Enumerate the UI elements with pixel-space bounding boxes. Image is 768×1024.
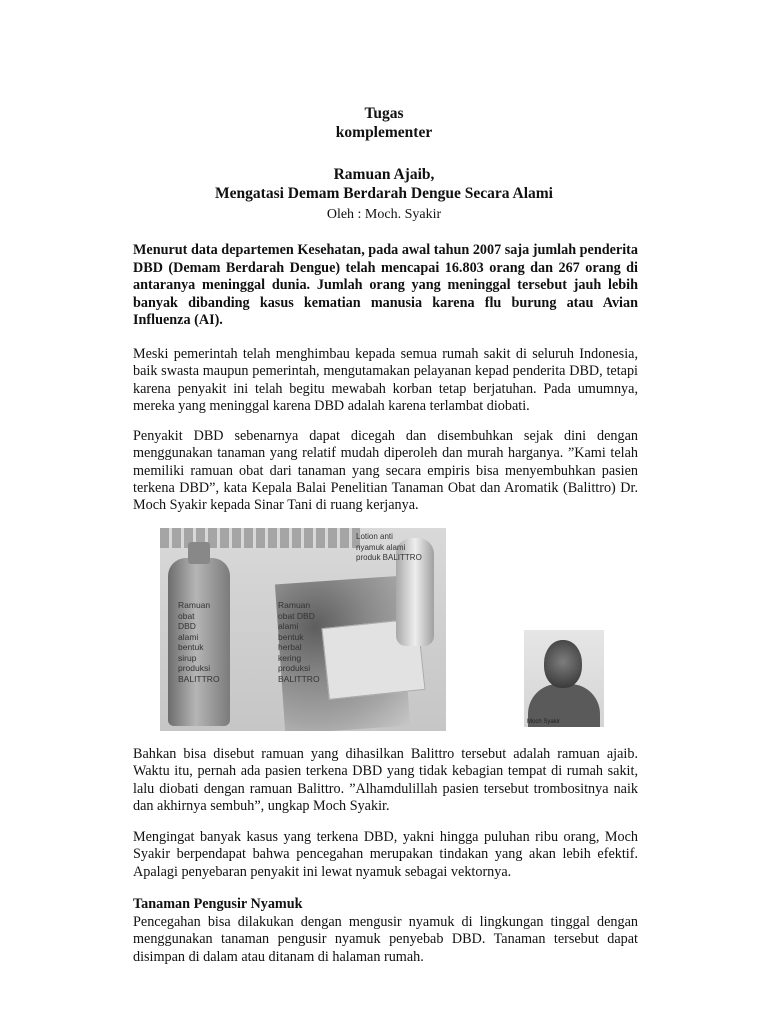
- section-heading: Tanaman Pengusir Nyamuk: [133, 896, 303, 912]
- paragraph-1: Meski pemerintah telah menghimbau kepada semua rumah sakit di seluruh Indonesia, baik swasta maupun pemerintah, mengutamakan pelayanan kepad penderita DBD, tetapi karena penyakit ini telah begitu mewabah korban tetap berjatuhan. Pada umumnya, mereka yang meninggal karena DBD adalah karena terlambat diobati.: [133, 346, 638, 414]
- portrait-face: [544, 640, 582, 688]
- label-syrup: Ramuan obat DBD alami bentuk sirup produksi BALITTRO: [178, 600, 220, 684]
- paragraph-2: Penyakit DBD sebenarnya dapat dicegah dan disembuhkan sejak dini dengan menggunakan tanaman yang relatif mudah diperoleh dan murah harganya. ”Kami telah memiliki ramuan obat dari tanaman yang secara empiris bisa menyembuhkan pasien terkena DBD”, kata Kepala Balai Penelitian Tanaman Obat dan Aromatik (Balittro) Dr. Moch Syakir kepada Sinar Tani di ruang kerjanya.: [133, 428, 638, 514]
- lead-paragraph: Menurut data departemen Kesehatan, pada awal tahun 2007 saja jumlah penderita DBD (Demam Berdarah Dengue) telah mencapai 16.803 orang dan 267 orang di antaranya meninggal dunia. Jumlah orang yang meninggal tersebut jauh lebih banyak dibanding kasus kematian manusia karena flu burung atau Avian Influenza (AI).: [133, 242, 638, 329]
- label-herbal: Ramuan obat DBD alami bentuk herbal kering produksi BALITTRO: [278, 600, 320, 684]
- portrait-photo: [524, 630, 604, 727]
- paragraph-4: Mengingat banyak kasus yang terkena DBD, yakni hingga puluhan ribu orang, Moch Syakir berpendapat bahwa pencegahan merupakan tindakan yang akan lebih efektif. Apalagi penyebaran penyakit ini lewat nyamuk sebagai vektornya.: [133, 829, 638, 880]
- paragraph-5: Pencegahan bisa dilakukan dengan mengusir nyamuk di lingkungan tinggal dengan menggunakan tanaman pengusir nyamuk penyebab DBD. Tanaman tersebut dapat disimpan di dalam atau ditanam di halaman rumah.: [133, 914, 638, 965]
- product-photo: [160, 528, 446, 731]
- article-title-line-1: Ramuan Ajaib,: [333, 166, 435, 183]
- byline: Oleh : Moch. Syakir: [326, 207, 442, 222]
- article-title-line-2: Mengatasi Demam Berdarah Dengue Secara Alami: [215, 185, 553, 202]
- task-label-2: komplementer: [335, 124, 433, 141]
- task-label: Tugas: [364, 105, 404, 122]
- paragraph-3: Bahkan bisa disebut ramuan yang dihasilkan Balittro tersebut adalah ramuan ajaib. Waktu itu, pernah ada pasien terkena DBD yang tidak kebagian tempat di rumah sakit, lalu diobati dengan ramuan Balittro. ”Alhamdulillah pasien tersebut trombositnya naik dan akhirnya sembuh”, ungkap Moch Syakir.: [133, 746, 638, 814]
- portrait-caption: Moch Syakir: [527, 719, 561, 725]
- label-lotion: Lotion anti nyamuk alami produk BALITTRO: [356, 532, 422, 562]
